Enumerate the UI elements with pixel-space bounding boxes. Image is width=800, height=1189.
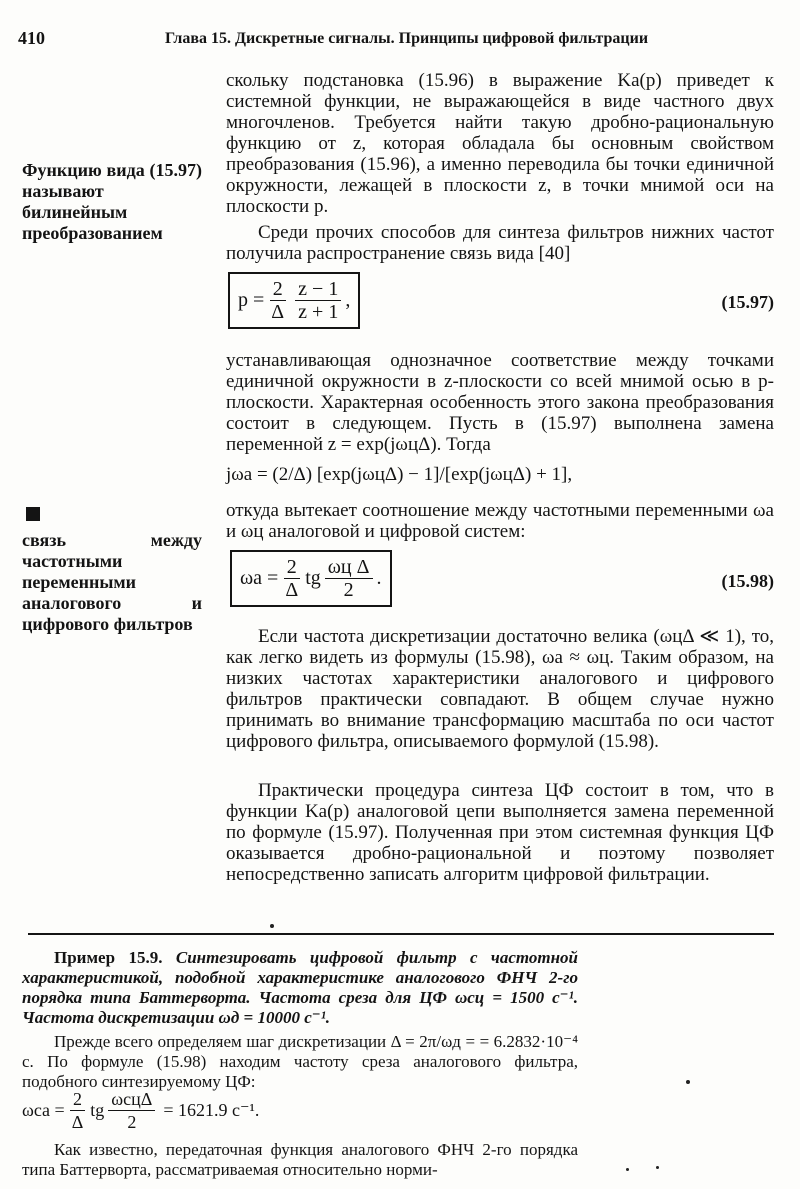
main-paragraph-4 bbox=[226, 500, 774, 542]
main-paragraph-2 bbox=[226, 222, 774, 264]
tg-operator: tg bbox=[90, 1100, 105, 1120]
denominator: Δ bbox=[271, 301, 285, 323]
running-title: Глава 15. Дискретные сигналы. Принципы цифровой фильтрации bbox=[165, 30, 649, 47]
paragraph-text: откуда вытекает соотношение между частотными переменными ωa и ωц аналоговой и цифровой систем: bbox=[226, 500, 774, 542]
denominator: 2 bbox=[343, 579, 354, 601]
speck-mark bbox=[626, 1168, 629, 1171]
paragraph-text: Если частота дискретизации достаточно велика (ωцΔ ≪ 1), то, как легко видеть из формулы (15.98), ωa ≈ ωц. Таким образом, на низких частотах характеристики аналогового и цифрового фильтров практически совпадают. В общем случае нужно принимать во внимание трансформацию масштаба по оси частот цифрового фильтра, описываемого формулой (15.98). bbox=[226, 626, 774, 752]
tg-operator: tg bbox=[305, 567, 321, 589]
speck-mark bbox=[686, 1080, 690, 1084]
equation-number-15-98: (15.98) bbox=[721, 571, 774, 591]
paragraph-text: Практически процедура синтеза ЦФ состоит в том, что в функции Ka(p) аналоговой цепи выполняется замена переменной по формуле (15.97). Полученная при этом системная функция ЦФ оказывается дробно-рациональной и поэтому позволяет непосредственно записать алгоритм цифровой фильтрации. bbox=[226, 780, 774, 885]
numerator: 2 bbox=[284, 556, 300, 579]
fraction bbox=[295, 278, 341, 323]
main-paragraph-1 bbox=[226, 70, 774, 217]
denominator: z + 1 bbox=[298, 301, 339, 323]
paragraph-text: Среди прочих способов для синтеза фильтров нижних частот получила распространение связь вида [40] bbox=[226, 222, 774, 264]
margin-square-marker bbox=[26, 507, 40, 521]
section-divider bbox=[28, 933, 774, 935]
numerator: z − 1 bbox=[295, 278, 341, 301]
main-paragraph-3 bbox=[226, 350, 774, 455]
equation-15-97 bbox=[228, 272, 360, 329]
paragraph-text: Как известно, передаточная функция аналогового ФНЧ 2-го порядка типа Баттерворта, рассматриваемая относительно норми- bbox=[22, 1140, 578, 1179]
example-equation bbox=[22, 1088, 259, 1133]
numerator: ωц Δ bbox=[325, 556, 373, 579]
page-number: 410 bbox=[18, 28, 45, 48]
inline-equation: jωa = (2/Δ) [exp(jωцΔ) − 1]/[exp(jωцΔ) + 1], bbox=[226, 464, 573, 485]
main-paragraph-5 bbox=[226, 626, 774, 752]
margin-note-frequency: связь между частотными переменными аналогового и цифрового фильтров bbox=[22, 530, 202, 634]
denominator: Δ bbox=[285, 579, 299, 601]
eq-tail: , bbox=[345, 289, 351, 311]
speck-mark bbox=[656, 1166, 659, 1169]
eq-rhs: = 1621.9 с⁻¹. bbox=[163, 1100, 260, 1120]
example-paragraph: Прежде всего определяем шаг дискретизации Δ = 2π/ωд = = 6.2832·10⁻⁴ с. По формуле (15.98) находим частоту среза аналогового фильтра, подобного синтезируемому ЦФ: bbox=[22, 1032, 578, 1091]
fraction bbox=[69, 1088, 87, 1133]
numerator: 2 bbox=[70, 1088, 85, 1111]
paragraph-text: скольку подстановка (15.96) в выражение Ka(p) приведет к системной функции, не выражающейся в виде частного двух многочленов. Требуется найти такую дробно-рациональную функцию от z, которая обладала бы основным свойством преобразования (15.96), а именно переводила бы точки единичной окружности, лежащей в плоскости z, в точки мнимой оси на плоскости p. bbox=[226, 70, 774, 217]
example-block bbox=[22, 948, 578, 1092]
paragraph-text: устанавливающая однозначное соответствие между точками единичной окружности в z-плоскости со всей мнимой осью в p-плоскости. Характерная особенность этого закона преобразования состоит в следующем. Пусть в (15.97) выполнена замена переменной z = exp(jωцΔ). Тогда bbox=[226, 350, 774, 455]
eq-lhs: p = bbox=[238, 289, 265, 311]
fraction bbox=[282, 556, 301, 601]
formula-box bbox=[228, 272, 360, 329]
fraction bbox=[108, 1088, 155, 1133]
eq-lhs: ωa = bbox=[240, 567, 279, 589]
margin-note-bilinear: Функцию вида (15.97) называют билинейным преобразованием bbox=[22, 160, 202, 243]
example-statement: Синтезировать цифровой фильтр с частотной характеристикой, подобной характеристике аналогового ФНЧ 2-го порядка типа Баттерворта. Частота среза для ЦФ ωсц = 1500 с⁻¹. Частота дискретизации ωд = 10000 с⁻¹. bbox=[22, 948, 579, 1027]
denominator: Δ bbox=[71, 1112, 84, 1132]
eq-lhs: ωса = bbox=[22, 1100, 65, 1120]
equation-15-98 bbox=[230, 550, 392, 607]
numerator: 2 bbox=[270, 278, 286, 301]
numerator: ωсцΔ bbox=[108, 1088, 155, 1111]
example-statement-paragraph bbox=[22, 948, 578, 1028]
speck-mark bbox=[270, 924, 274, 928]
eq-tail: . bbox=[376, 567, 382, 589]
example-paragraph-2 bbox=[22, 1140, 578, 1180]
main-paragraph-6 bbox=[226, 780, 774, 885]
fraction bbox=[268, 278, 287, 323]
fraction bbox=[325, 556, 373, 601]
formula-box bbox=[230, 550, 392, 607]
example-title: Пример 15.9. bbox=[54, 948, 163, 967]
denominator: 2 bbox=[127, 1112, 137, 1132]
equation-number-15-97: (15.97) bbox=[721, 292, 774, 312]
